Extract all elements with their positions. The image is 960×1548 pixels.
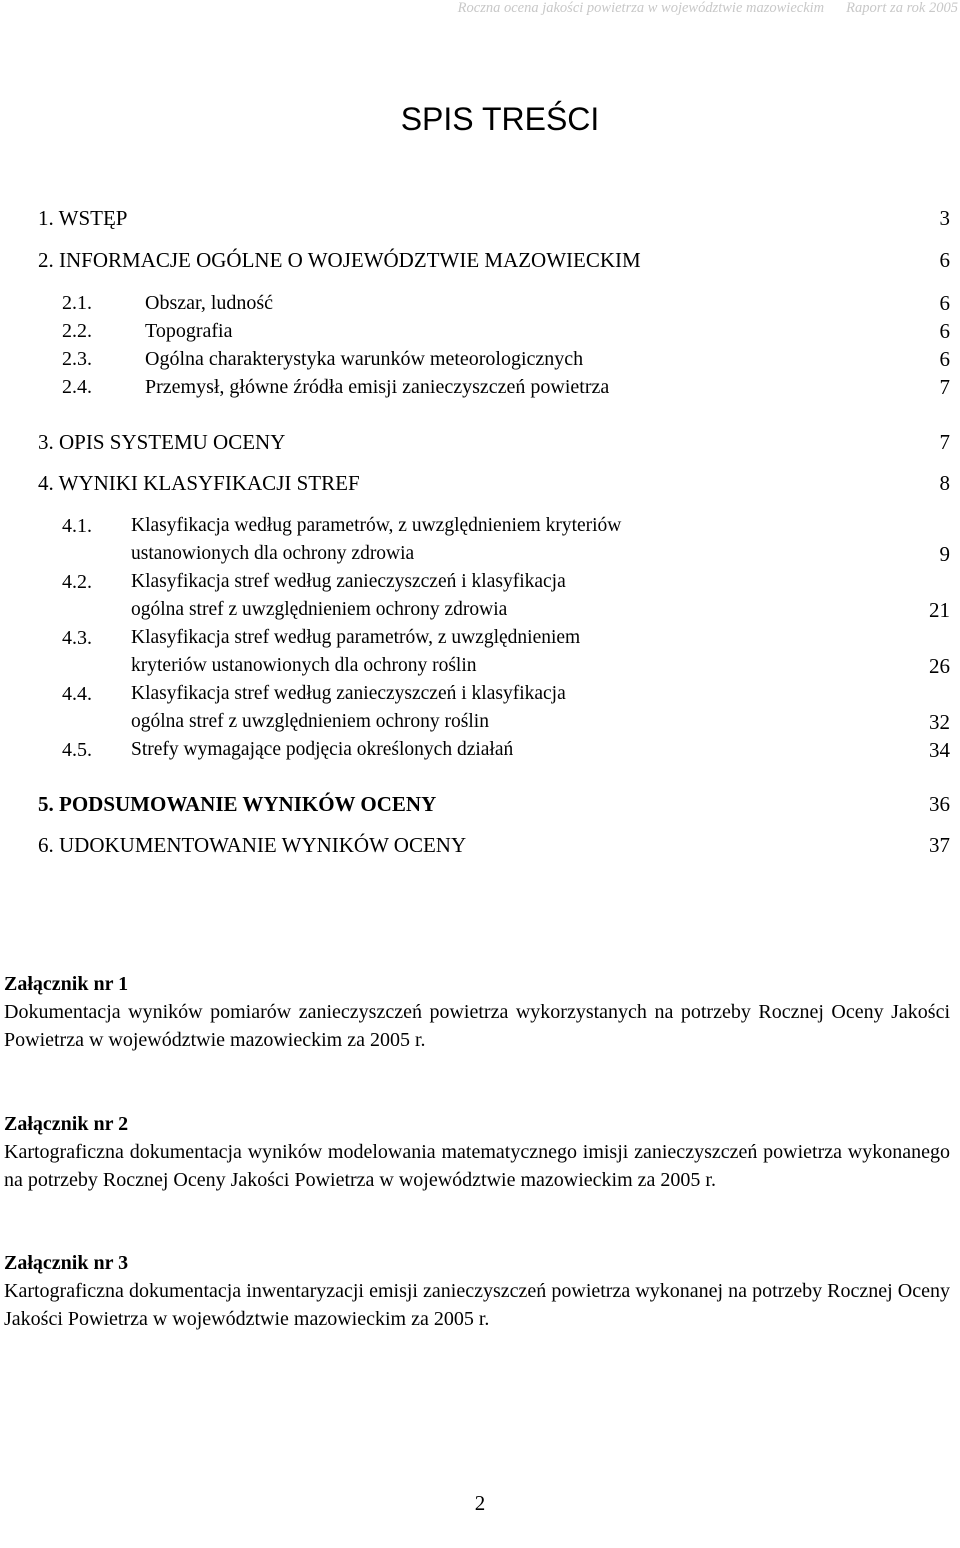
toc-entry-4-1-number: 4.1. [62, 515, 92, 537]
page-number: 2 [474, 1491, 486, 1515]
toc-entry-2-page: 6 [939, 248, 950, 272]
page-title: SPIS TREŚCI [400, 101, 600, 137]
toc-entry-2-2-number: 2.2. [62, 320, 92, 342]
annex-3 [4, 1249, 950, 1333]
annex-1-description: Dokumentacja wyników pomiarów zanieczyszczeń powietrza wykorzystanych na potrzeby Rocznej Oceny Jakości Powietrza w województwie mazowieckim za 2005 r. [4, 1001, 950, 1051]
toc-entry-4-2-label-line1[interactable]: Klasyfikacja stref według zanieczyszczeń i klasyfikacja [131, 571, 566, 592]
toc-entry-4-3-number: 4.3. [62, 627, 92, 649]
toc-entry-5-label[interactable]: 5. PODSUMOWANIE WYNIKÓW OCENY [38, 792, 437, 816]
toc-entry-6-label[interactable]: 6. UDOKUMENTOWANIE WYNIKÓW OCENY [38, 833, 467, 857]
toc-entry-3-page: 7 [939, 430, 950, 454]
toc-entry-4-3-label-line1[interactable]: Klasyfikacja stref według parametrów, z uwzględnieniem [131, 627, 581, 648]
toc-entry-3-label[interactable]: 3. OPIS SYSTEMU OCENY [38, 430, 286, 454]
running-header-title: Roczna ocena jakości powietrza w województwie mazowieckim [457, 0, 825, 16]
toc-entry-4-2-number: 4.2. [62, 571, 92, 593]
toc-entry-4-4-label-line1[interactable]: Klasyfikacja stref według zanieczyszczeń i klasyfikacja [131, 683, 566, 704]
toc-entry-4-page: 8 [939, 471, 950, 495]
toc-entry-2-1-page: 6 [939, 291, 950, 315]
toc-entry-2-3-page: 6 [939, 347, 950, 371]
toc-entry-4-2-label-line2[interactable]: ogólna stref z uwzględnieniem ochrony zdrowia [131, 599, 508, 620]
toc-entry-1-page: 3 [939, 206, 950, 230]
annex-3-description: Kartograficzna dokumentacja inwentaryzacji emisji zanieczyszczeń powietrza wykonanej na potrzeby Rocznej Oceny Jakości Powietrza w województwie mazowieckim za 2005 r. [4, 1280, 950, 1330]
toc-entry-4-5-label[interactable]: Strefy wymagające podjęcia określonych działań [131, 739, 514, 760]
annex-2-title: Załącznik nr 2 [4, 1113, 129, 1135]
running-header [458, 0, 958, 17]
toc-entry-4-label[interactable]: 4. WYNIKI KLASYFIKACJI STREF [38, 471, 360, 495]
toc-entry-2-3-number: 2.3. [62, 348, 92, 370]
toc-entry-2-1-number: 2.1. [62, 292, 92, 314]
toc-entry-4-4-page: 32 [929, 710, 950, 734]
toc-entry-4-1-page: 9 [939, 542, 950, 566]
toc-entry-2-4-number: 2.4. [62, 376, 92, 398]
toc-entry-2-3-label[interactable]: Ogólna charakterystyka warunków meteorologicznych [145, 348, 584, 370]
toc-entry-4-4-number: 4.4. [62, 683, 92, 705]
toc-entry-4-2-page: 21 [929, 598, 950, 622]
toc-entry-4-3-page: 26 [929, 654, 950, 678]
toc-entry-4-5-page: 34 [929, 738, 950, 762]
annex-2 [4, 1110, 950, 1194]
toc-entry-4-4-label-line2[interactable]: ogólna stref z uwzględnieniem ochrony roślin [131, 711, 489, 732]
toc-entry-2-2-label[interactable]: Topografia [145, 320, 233, 342]
toc-entry-2-label[interactable]: 2. INFORMACJE OGÓLNE O WOJEWÓDZTWIE MAZOWIECKIM [38, 248, 641, 272]
annex-1 [4, 970, 950, 1054]
toc-entry-4-1-label-line2[interactable]: ustanowionych dla ochrony zdrowia [131, 543, 415, 564]
toc-entry-6-page: 37 [929, 833, 950, 857]
annex-2-description: Kartograficzna dokumentacja wyników modelowania matematycznego imisji zanieczyszczeń powietrza wykonanego na potrzeby Rocznej Oceny Jakości Powietrza w województwie mazowieckim za 2005 r. [4, 1141, 950, 1191]
toc-entry-2-4-label[interactable]: Przemysł, główne źródła emisji zanieczyszczeń powietrza [145, 376, 610, 398]
toc-entry-4-5-number: 4.5. [62, 739, 92, 761]
toc-entry-4-1-label-line1[interactable]: Klasyfikacja według parametrów, z uwzględnieniem kryteriów [131, 515, 622, 536]
toc-entry-5-page: 36 [929, 792, 950, 816]
toc-entry-1-label[interactable]: 1. WSTĘP [38, 206, 128, 230]
annex-1-title: Załącznik nr 1 [4, 973, 129, 995]
running-header-report: Raport za rok 2005 [846, 0, 958, 16]
annex-3-title: Załącznik nr 3 [4, 1252, 129, 1274]
toc-entry-2-1-label[interactable]: Obszar, ludność [145, 292, 274, 314]
toc-entry-2-2-page: 6 [939, 319, 950, 343]
toc-entry-4-3-label-line2[interactable]: kryteriów ustanowionych dla ochrony roślin [131, 655, 477, 676]
toc-entry-2-4-page: 7 [939, 375, 950, 399]
